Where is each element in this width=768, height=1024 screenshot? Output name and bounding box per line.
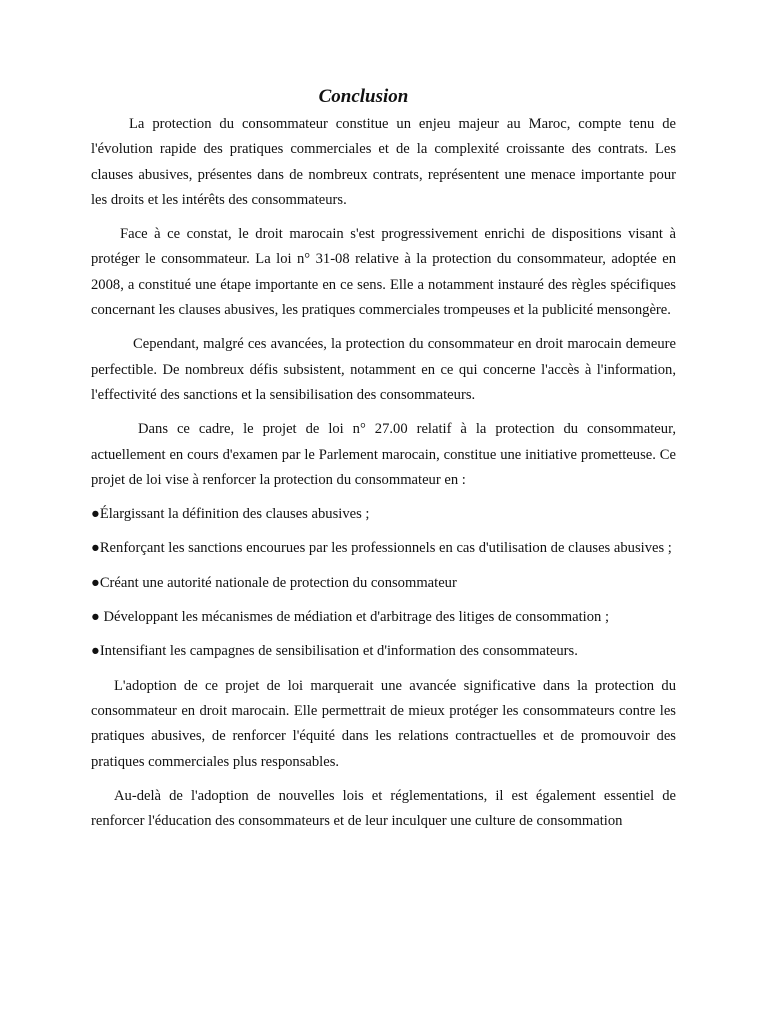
page-title: Conclusion bbox=[318, 86, 409, 107]
paragraph-2: Face à ce constat, le droit marocain s'est progressivement enrichi de dispositions visant à protéger le consommateur. La loi n° 31-08 relative à la protection du consommateur, adoptée en 2008, a constitué une étape importante en ce sens. Elle a notamment instauré des règles spécifiques concernant les clauses abusives, les pratiques commerciales trompeuses et la publicité mensongère. bbox=[91, 226, 676, 319]
bullet-item-4: ● Développant les mécanismes de médiation et d'arbitrage des litiges de consommation ; bbox=[91, 609, 610, 626]
bullet-item-1: ●Élargissant la définition des clauses abusives ; bbox=[91, 506, 370, 523]
paragraph-3: Cependant, malgré ces avancées, la protection du consommateur en droit marocain demeure perfectible. De nombreux défis subsistent, notamment en ce qui concerne l'accès à l'information, l'effectivité des sanctions et la sensibilisation des consommateurs. bbox=[91, 336, 676, 403]
paragraph-5: L'adoption de ce projet de loi marquerait une avancée significative dans la protection du consommateur en droit marocain. Elle permettrait de mieux protéger les consommateurs contre les pratiques abusives, de renforcer l'équité dans les relations contractuelles et de promouvoir des pratiques commerciales plus responsables. bbox=[91, 677, 676, 770]
bullet-item-5: ●Intensifiant les campagnes de sensibilisation et d'information des consommateurs. bbox=[91, 643, 578, 660]
bullet-item-3: ●Créant une autorité nationale de protection du consommateur bbox=[91, 574, 457, 591]
bullet-item-2: ●Renforçant les sanctions encourues par les professionnels en cas d'utilisation de clauses abusives ; bbox=[91, 540, 672, 557]
paragraph-4: Dans ce cadre, le projet de loi n° 27.00 relatif à la protection du consommateur, actuellement en cours d'examen par le Parlement marocain, constitue une initiative prometteuse. Ce projet de loi vise à renforcer la protection du consommateur en : bbox=[91, 421, 676, 488]
paragraph-6: Au-delà de l'adoption de nouvelles lois et réglementations, il est également essentiel de renforcer l'éducation des consommateurs et de leur inculquer une culture de consommation bbox=[91, 787, 676, 830]
paragraph-1: La protection du consommateur constitue un enjeu majeur au Maroc, compte tenu de l'évolution rapide des pratiques commerciales et de la complexité croissante des contrats. Les clauses abusives, présentes dans de nombreux contrats, représentent une menace importante pour les droits et les intérêts des consommateurs. bbox=[91, 116, 676, 208]
document-page bbox=[91, 82, 676, 834]
